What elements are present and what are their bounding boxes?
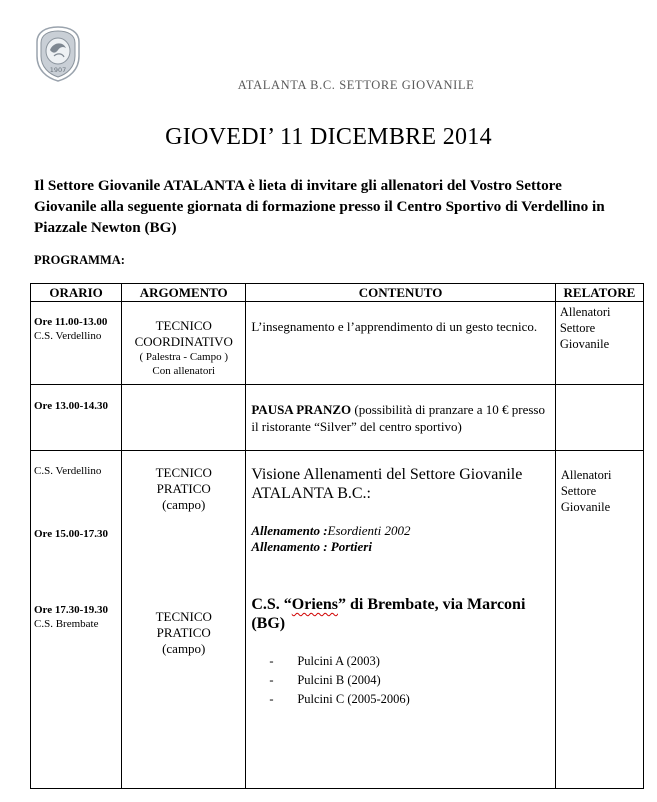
header-contenuto: CONTENUTO xyxy=(246,284,556,302)
row2-argomento xyxy=(122,385,246,451)
row3-all1-value: Esordienti 2002 xyxy=(327,523,411,538)
row3-arg-b-line3: (campo) xyxy=(162,641,206,656)
row3-arg-a-line1: TECNICO xyxy=(155,465,212,480)
row3-rel-line2: Settore xyxy=(560,484,597,498)
table-header-row xyxy=(31,284,644,302)
header-orario: ORARIO xyxy=(31,284,122,302)
row3-all1-label: Allenamento : xyxy=(251,523,328,538)
row3-cs-post: ” di Brembate, via Marconi (BG) xyxy=(251,596,526,632)
row3-arg-b-line2: PRATICO xyxy=(156,625,211,640)
row3-contenuto xyxy=(246,451,556,789)
row2-content-rest: (possibilità di pranzare a 10 € presso il ristorante “Silver” del centro sportivo) xyxy=(251,402,545,434)
row3-visione: Visione Allenamenti del Settore Giovanile ATALANTA B.C.: xyxy=(251,466,523,502)
intro-paragraph: Il Settore Giovanile ATALANTA è lieta di invitare gli allenatori del Vostro Settore Giovanile alla seguente giornata di formazione presso il Centro Sportivo di Verdellino in Piazzale Newton (BG) xyxy=(34,177,605,236)
row2-time: Ore 13.00-14.30 xyxy=(34,400,109,412)
row1-argomento xyxy=(122,302,246,385)
header-argomento: ARGOMENTO xyxy=(122,284,246,302)
row3-orario xyxy=(31,451,122,789)
row1-place: C.S. Verdellino xyxy=(34,330,102,342)
row3-cs-brembate xyxy=(251,595,547,633)
row3-time2: Ore 17.30-19.30 xyxy=(34,604,109,616)
row2-contenuto xyxy=(246,385,556,451)
row1-content: L’insegnamento e l’apprendimento di un gesto tecnico. xyxy=(251,319,538,334)
schedule-table xyxy=(30,283,644,789)
row1-arg-line2: COORDINATIVO xyxy=(134,334,233,349)
row3-arg-a-line2: PRATICO xyxy=(156,481,211,496)
organization-name: ATALANTA B.C. SETTORE GIOVANILE xyxy=(237,78,475,92)
table-row xyxy=(31,385,644,451)
row2-content-bold: PAUSA PRANZO xyxy=(251,402,352,417)
row1-orario xyxy=(31,302,122,385)
svg-text:1907: 1907 xyxy=(49,66,67,74)
row3-relatore xyxy=(555,451,643,789)
row3-time1: Ore 15.00-17.30 xyxy=(34,528,109,540)
programma-heading: PROGRAMMA: xyxy=(34,253,125,267)
row1-arg-line1: TECNICO xyxy=(155,318,212,333)
header-relatore: RELATORE xyxy=(555,284,643,302)
row1-rel-line3: Giovanile xyxy=(559,337,610,351)
row1-contenuto xyxy=(246,302,556,385)
row1-rel-line2: Settore xyxy=(559,321,596,335)
row3-allenamento1 xyxy=(251,523,410,539)
row3-rel-line3: Giovanile xyxy=(560,500,611,514)
row3-allenamento2: Allenamento : Portieri xyxy=(251,539,372,554)
row3-cs-pre: C.S. “ xyxy=(251,596,292,613)
row2-relatore xyxy=(555,385,643,451)
row3-arg-a-line3: (campo) xyxy=(162,497,206,512)
row2-content xyxy=(246,385,555,435)
row1-rel-line1: Allenatori xyxy=(559,305,611,319)
table-row xyxy=(31,451,644,789)
row2-orario xyxy=(31,385,122,451)
page-title: GIOVEDI’ 11 DICEMBRE 2014 xyxy=(165,124,492,150)
row3-place1: C.S. Verdellino xyxy=(34,465,102,477)
row1-arg-line4: Con allenatori xyxy=(152,365,216,377)
row3-place2: C.S. Brembate xyxy=(34,618,99,630)
atalanta-logo xyxy=(36,26,80,82)
row3-rel-line1: Allenatori xyxy=(560,468,612,482)
row1-relatore xyxy=(555,302,643,385)
table-row xyxy=(31,302,644,385)
list-item: - Pulcini B (2004) xyxy=(269,673,381,687)
list-item: - Pulcini C (2005-2006) xyxy=(269,692,410,706)
row1-arg-line3: ( Palestra - Campo ) xyxy=(139,351,229,363)
row3-cs-name: Oriens xyxy=(291,596,338,613)
row3-arg-b-line1: TECNICO xyxy=(155,609,212,624)
row3-argomento xyxy=(122,451,246,789)
row1-time: Ore 11.00-13.00 xyxy=(34,316,108,328)
row3-pulcini-list xyxy=(269,652,410,709)
list-item: - Pulcini A (2003) xyxy=(269,654,380,668)
